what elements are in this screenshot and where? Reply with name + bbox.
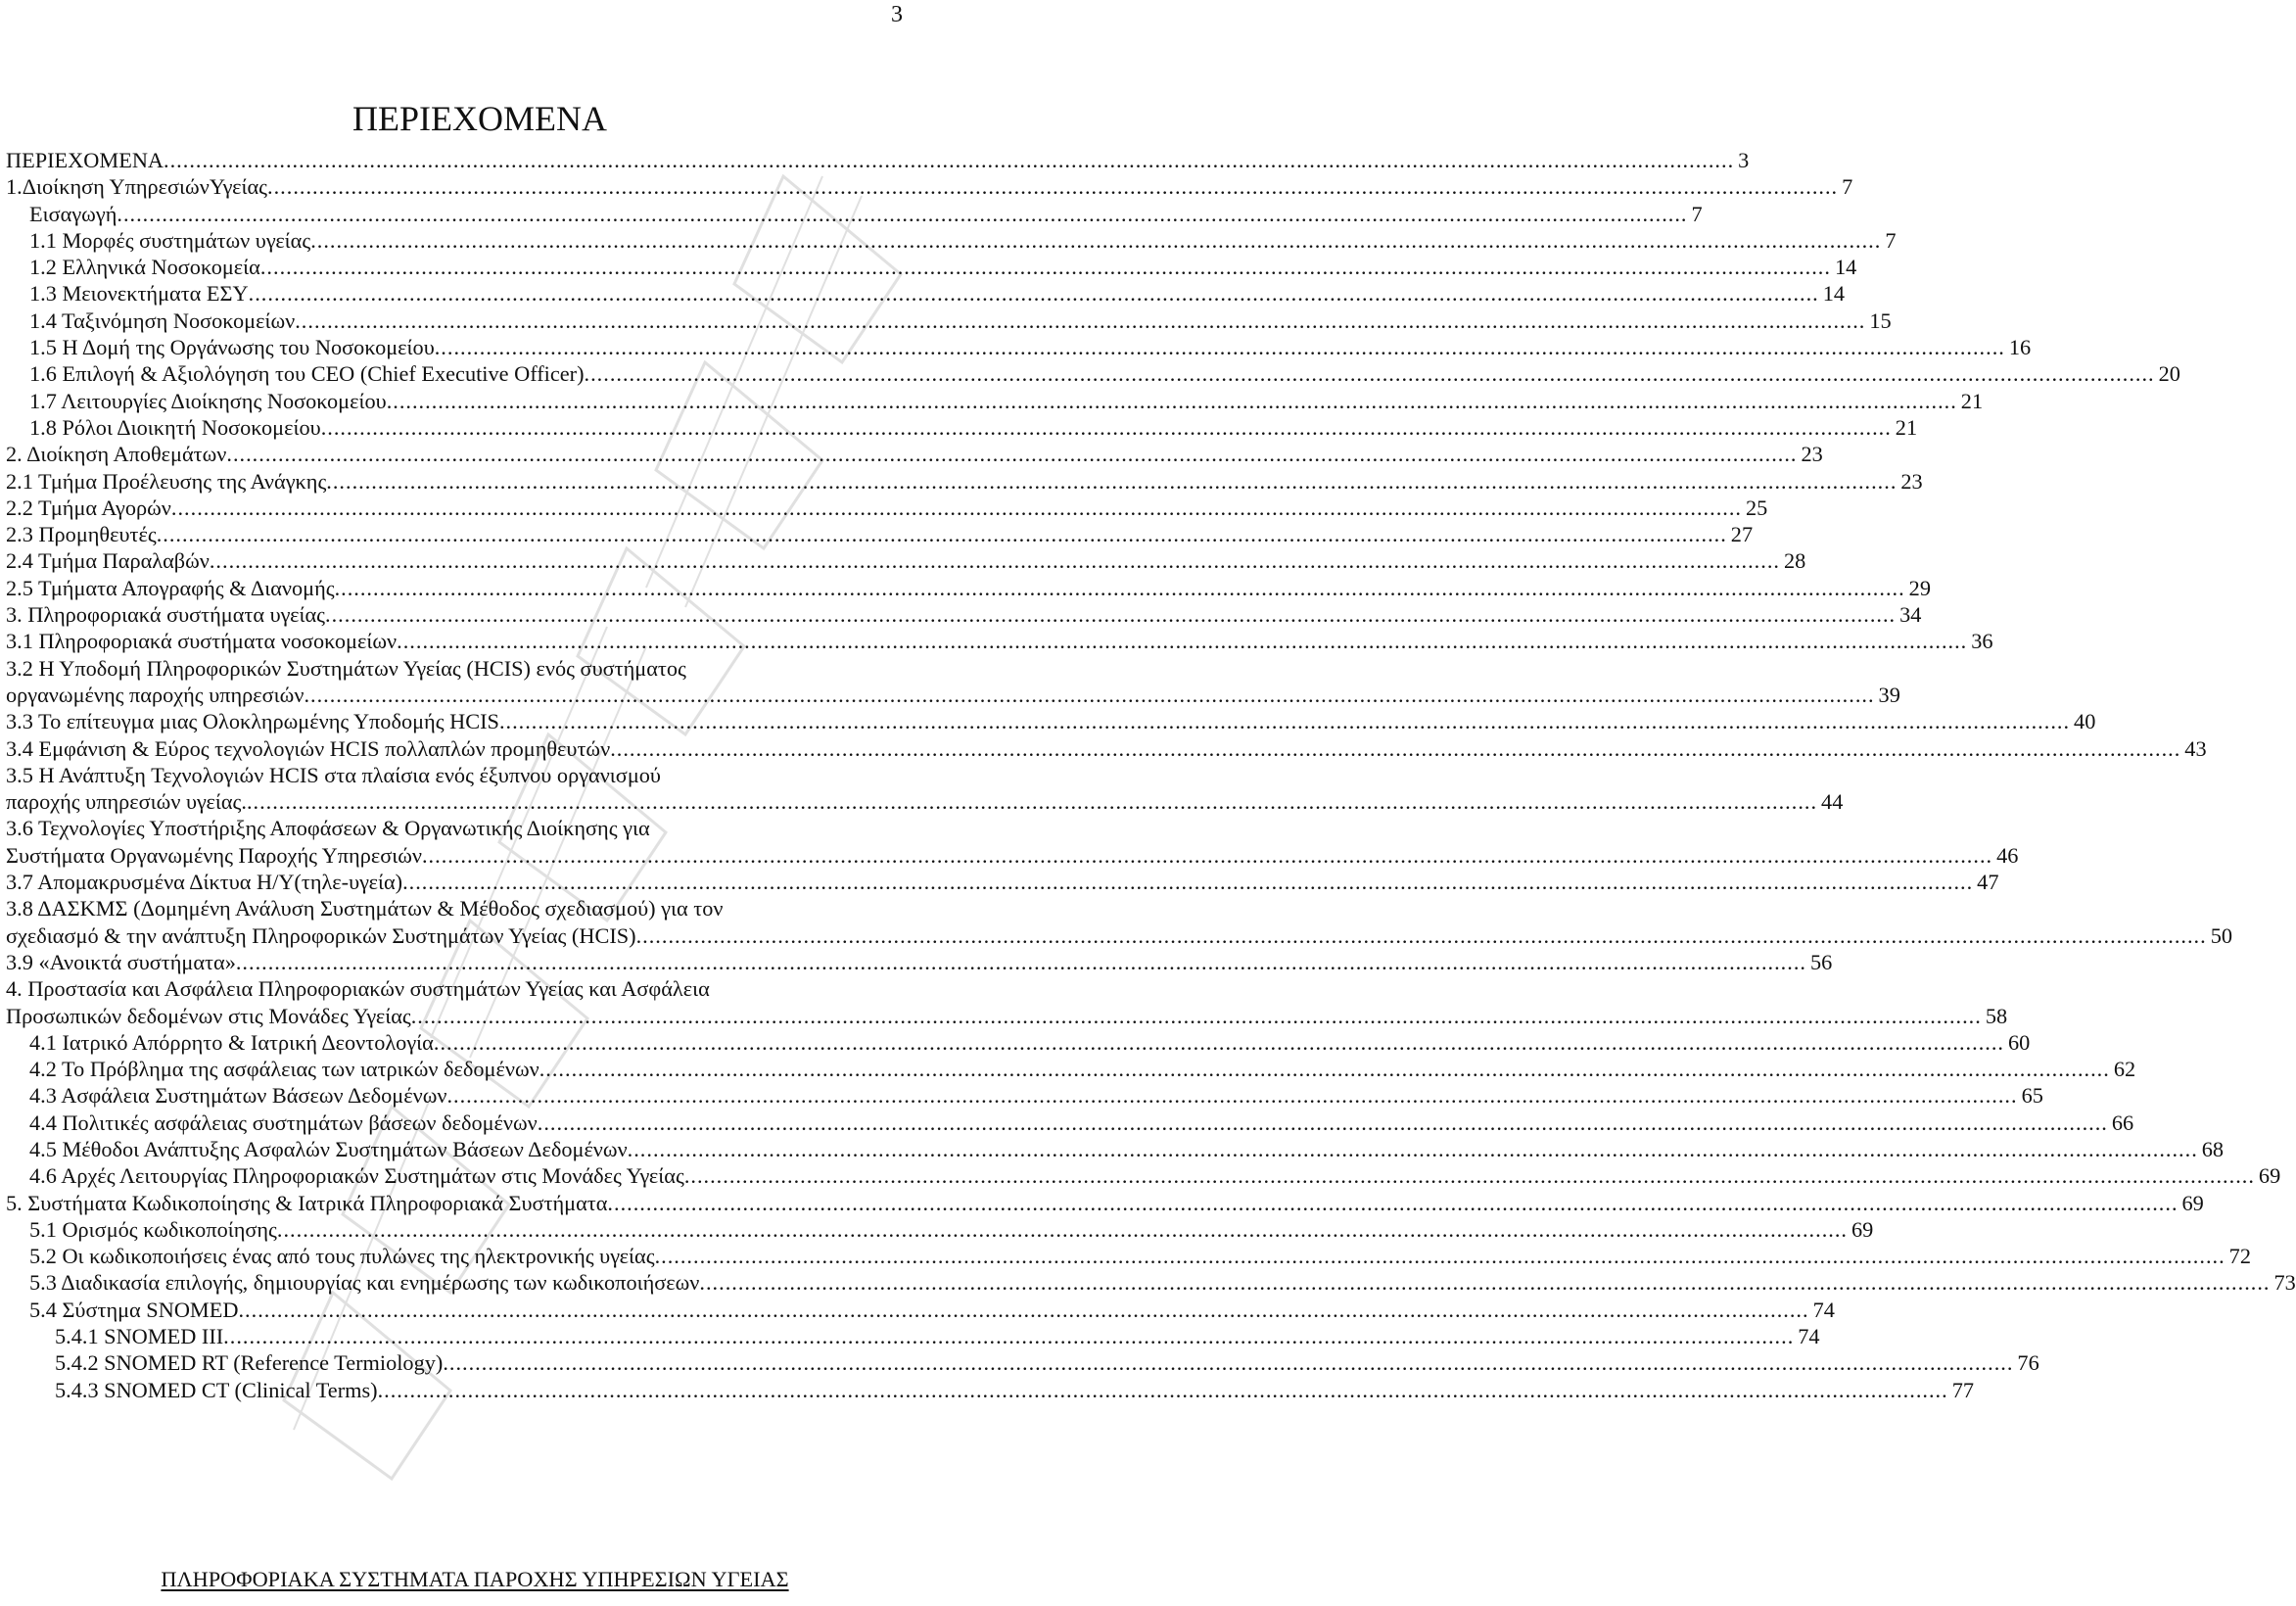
toc-entry[interactable] [6,762,1844,816]
toc-leader-dots [655,1243,2226,1269]
toc-leader-dots [499,708,2070,734]
toc-entry-label-line1: 3.2 Η Υποδομή Πληροφορικών Συστημάτων Υγείας (HCIS) ενός συστήματος [6,655,686,681]
toc-entry[interactable] [6,1377,1974,1403]
toc-leader-dots [636,922,2207,949]
toc-entry-page-number: 47 [1977,870,1999,895]
toc-entry[interactable] [6,254,1857,280]
toc-leader-dots [157,521,1727,547]
toc-entry-label: 4.4 Πολιτικές ασφάλειας συστημάτων βάσεων δεδομένων [29,1110,538,1135]
toc-leader-dots [335,575,1905,601]
toc-entry[interactable] [6,655,1900,709]
toc-entry-label-line1: 3.5 Η Ανάπτυξη Τεχνολογιών HCIS στα πλαίσια ενός έξυπνου οργανισμού [6,762,661,787]
toc-leader-dots [326,468,1897,495]
toc-entry-label: 4.1 Ιατρικό Απόρρητο & Ιατρική Δεοντολογία [29,1029,434,1055]
toc-entry-label: 3.1 Πληροφοριακά συστήματα νοσοκομείων [6,629,398,654]
toc-entry[interactable] [6,468,1923,495]
toc-entry-label: 2.3 Προμηθευτές [6,522,157,547]
toc-leader-dots [443,1349,2013,1376]
toc-entry-page-number: 68 [2201,1136,2225,1161]
toc-entry[interactable] [6,1029,2031,1056]
toc-entry-label: 1.5 Η Δομή της Οργάνωσης του Νοσοκομείου [29,335,435,360]
toc-entry-page-number: 74 [1798,1324,1820,1349]
toc-entry[interactable] [6,1162,2281,1189]
toc-entry-label: 4.6 Αρχές Λειτουργίας Πληροφοριακών Συστημάτων στις Μονάδες Υγείας [29,1163,684,1189]
toc-entry[interactable] [6,1216,1874,1243]
toc-entry-page-number: 65 [2021,1083,2043,1109]
toc-entry-page-number: 27 [1730,522,1754,547]
toc-leader-dots [607,1190,2178,1216]
toc-entry-page-number: 62 [2113,1057,2136,1082]
toc-entry[interactable] [6,307,1892,334]
toc-entry-label: 4.5 Μέθοδοι Ανάπτυξης Ασφαλών Συστημάτων Βάσεων Δεδομένων [29,1136,628,1161]
toc-entry[interactable] [6,173,1853,200]
toc-entry-page-number: 58 [1985,1003,2008,1028]
toc-leader-dots [277,1216,1848,1243]
toc-leader-dots [435,334,2005,360]
toc-entry-label: 3.3 Το επίτευγμα μιας Ολοκληρωμένης Υποδομής HCIS [6,709,499,734]
toc-entry-label: ΠΕΡΙΕΧΟΜΕΝΑ [6,148,164,172]
toc-entry[interactable] [6,575,1931,601]
toc-entry-label: 5.4 Σύστημα SNOMED [29,1297,239,1322]
toc-entry-label: 1.Διοίκηση ΥπηρεσιώνΥγείας [6,174,268,200]
toc-leader-dots [402,869,1973,895]
toc-entry-page-number: 3 [1738,148,1750,172]
toc-entry-page-number: 20 [2158,361,2180,387]
toc-leader-dots [397,628,1967,654]
toc-entry-label: 5.4.3 SNOMED CT (Clinical Terms) [55,1377,378,1402]
toc-leader-dots [267,173,1838,200]
toc-entry[interactable] [6,495,1768,521]
toc-entry-label: Εισαγωγή [29,201,117,226]
toc-entry-label: σχεδιασμό & την ανάπτυξη Πληροφορικών Συστημάτων Υγείας (HCIS) [6,922,636,948]
toc-entry[interactable] [6,147,1750,173]
toc-leader-dots [238,1297,1808,1323]
toc-entry[interactable] [6,735,2207,762]
toc-entry-page-number: 60 [2007,1029,2031,1055]
table-of-contents [6,147,2296,1403]
toc-entry-label: 1.2 Ελληνικά Νοσοκομεία [29,255,260,280]
toc-entry-label: 2.5 Τμήματα Απογραφής & Διανομής [6,575,335,600]
toc-entry-page-number: 46 [1996,842,2019,868]
toc-entry[interactable] [6,1243,2251,1269]
toc-entry[interactable] [6,1349,2039,1376]
toc-entry-page-number: 14 [1822,281,1846,307]
toc-entry-label: 5.4.1 SNOMED III [55,1324,224,1349]
toc-entry[interactable] [6,1323,1820,1349]
toc-entry-label: 3. Πληροφοριακά συστήματα υγείας [6,602,326,628]
toc-leader-dots [164,147,1734,173]
toc-entry-page-number: 69 [1851,1216,1874,1242]
toc-entry-label: 5.4.2 SNOMED RT (Reference Termiology) [55,1350,444,1376]
toc-entry[interactable] [6,1110,2134,1136]
toc-entry-label: 3.7 Απομακρυσμένα Δίκτυα Η/Υ(τηλε-υγεία) [6,870,403,895]
toc-entry[interactable] [6,547,1806,574]
toc-entry-page-number: 69 [2181,1190,2204,1215]
toc-entry[interactable] [6,441,1823,467]
toc-leader-dots [310,227,1881,254]
toc-leader-dots [628,1136,2198,1162]
toc-entry[interactable] [6,628,1993,654]
toc-entry-page-number: 43 [2184,735,2207,761]
page-number: 3 [891,2,903,27]
toc-entry-page-number: 25 [1746,495,1768,520]
toc-leader-dots [210,547,1780,574]
toc-entry-label: Προσωπικών δεδομένων στις Μονάδες Υγείας [6,1003,411,1028]
toc-entry[interactable] [6,1190,2204,1216]
toc-entry-page-number: 36 [1971,629,1993,654]
toc-entry[interactable] [6,708,2096,734]
toc-leader-dots [538,1110,2108,1136]
toc-leader-dots [699,1269,2270,1296]
toc-entry-label: 2.2 Τμήμα Αγορών [6,495,171,520]
toc-entry-label: 1.8 Ρόλοι Διοικητή Νοσοκομείου [29,414,321,440]
toc-entry-page-number: 69 [2258,1163,2281,1189]
toc-entry-label-line1: 3.8 ΔΑΣΚΜΣ (Δομημένη Ανάλυση Συστημάτων & Μέθοδος σχεδιασμού) για τον [6,896,724,921]
toc-leader-dots [223,1323,1794,1349]
toc-leader-dots [321,414,1892,441]
toc-entry[interactable] [6,334,2032,360]
toc-leader-dots [260,254,1831,280]
toc-entry[interactable] [6,360,2180,387]
toc-entry-page-number: 40 [2074,709,2096,734]
toc-entry[interactable] [6,280,1846,307]
toc-entry[interactable] [6,869,1999,895]
toc-entry-label: 1.6 Επιλογή & Αξιολόγηση του CEO (Chief Executive Officer) [29,361,585,387]
toc-leader-dots [387,388,1957,414]
toc-entry-page-number: 7 [1842,174,1853,200]
toc-leader-dots [249,280,1819,307]
toc-title: ΠΕΡΙΕΧΟΜΕΝΑ [352,99,607,138]
toc-entry-page-number: 74 [1812,1297,1835,1322]
toc-entry-label: 3.4 Εμφάνιση & Εύρος τεχνολογιών HCIS πολλαπλών προμηθευτών [6,735,611,761]
toc-entry-label: 1.4 Ταξινόμηση Νοσοκομείων [29,307,296,333]
toc-entry-page-number: 16 [2008,335,2032,360]
toc-entry[interactable] [6,1082,2043,1109]
toc-entry-page-number: 23 [1801,442,1823,467]
toc-leader-dots [117,201,1687,227]
toc-entry-page-number: 23 [1900,468,1923,494]
toc-leader-dots [585,360,2155,387]
toc-entry-page-number: 21 [1960,388,1984,413]
toc-entry[interactable] [6,388,1984,414]
toc-entry-label: 3.9 «Ανοικτά συστήματα» [6,949,236,974]
toc-entry-label: Συστήματα Οργανωμένης Παροχής Υπηρεσιών [6,842,422,868]
toc-entry-page-number: 72 [2228,1244,2251,1269]
toc-entry[interactable] [6,949,1833,975]
toc-entry[interactable] [6,1269,2296,1296]
toc-leader-dots [247,788,1817,815]
toc-entry-label: οργανωμένης παροχής υπηρεσιών [6,682,305,707]
toc-entry-label: 2.4 Τμήμα Παραλαβών [6,548,210,574]
toc-entry-page-number: 66 [2111,1110,2134,1135]
toc-entry[interactable] [6,521,1754,547]
toc-leader-dots [304,682,1874,708]
toc-leader-dots [539,1056,2110,1082]
toc-entry-label-line1: 3.6 Τεχνολογίες Υποστήριξης Αποφάσεων & Οργανωτικής Διοίκησης για [6,816,650,841]
toc-entry-label: 5.1 Ορισμός κωδικοποίησης [29,1216,277,1242]
toc-entry-page-number: 34 [1899,602,1922,628]
toc-entry[interactable] [6,975,2008,1029]
toc-leader-dots [171,495,1742,521]
toc-entry[interactable] [6,1297,1835,1323]
toc-entry-page-number: 7 [1885,227,1897,253]
toc-entry[interactable] [6,1136,2225,1162]
toc-entry-label: 1.1 Μορφές συστημάτων υγείας [29,227,311,253]
toc-entry-label: 1.7 Λειτουργίες Διοίκησης Νοσοκομείου [29,388,387,413]
toc-entry-label: 1.3 Μειονεκτήματα ΕΣΥ [29,281,249,307]
toc-entry-label: 5.2 Οι κωδικοποιήσεις ένας από τους πυλώνες της ηλεκτρονικής υγείας [29,1244,655,1269]
toc-entry-label: παροχής υπηρεσιών υγείας. [6,789,247,815]
toc-entry-label: 4.3 Ασφάλεια Συστημάτων Βάσεων Δεδομένων [29,1083,447,1109]
toc-entry-page-number: 56 [1809,949,1833,974]
toc-leader-dots [610,735,2180,762]
toc-entry-label: 5.3 Διαδικασία επιλογής, δημιουργίας και ενημέρωσης των κωδικοποιήσεων [29,1270,700,1296]
toc-entry-label: 2. Διοίκηση Αποθεμάτων [6,442,227,467]
toc-leader-dots [378,1377,1948,1403]
toc-entry-page-number: 29 [1908,575,1931,600]
toc-entry-page-number: 21 [1895,414,1918,440]
toc-entry[interactable] [6,895,2232,949]
toc-entry-label: 4.2 Το Πρόβλημα της ασφάλειας των ιατρικών δεδομένων [29,1057,539,1082]
toc-entry-label-line1: 4. Προστασία και Ασφάλεια Πληροφοριακών συστημάτων Υγείας και Ασφάλεια [6,976,710,1002]
toc-leader-dots [226,441,1797,467]
page-footer: ΠΛΗΡΟΦΟΡΙΑΚΑ ΣΥΣΤΗΜΑΤΑ ΠΑΡΟΧΗΣ ΥΠΗΡΕΣΙΩΝ ΥΓΕΙΑΣ [161,1567,789,1591]
toc-entry[interactable] [6,601,1922,628]
toc-leader-dots [434,1029,2004,1056]
toc-entry-page-number: 50 [2210,922,2232,948]
toc-entry-label: 2.1 Τμήμα Προέλευσης της Ανάγκης [6,468,327,494]
toc-entry-page-number: 14 [1834,255,1857,280]
toc-entry-page-number: 44 [1821,789,1844,815]
toc-leader-dots [325,601,1896,628]
toc-entry-page-number: 73 [2273,1270,2296,1296]
toc-leader-dots [236,949,1806,975]
toc-leader-dots [295,307,1865,334]
toc-entry-page-number: 76 [2017,1350,2039,1376]
toc-entry-page-number: 7 [1691,201,1703,226]
toc-entry-page-number: 28 [1783,548,1806,574]
toc-leader-dots [684,1162,2255,1189]
toc-leader-dots [446,1082,2017,1109]
toc-entry-page-number: 15 [1869,307,1892,333]
toc-entry[interactable] [6,227,1897,254]
toc-entry[interactable] [6,815,2019,869]
toc-entry-page-number: 77 [1951,1377,1974,1402]
toc-entry[interactable] [6,414,1918,441]
toc-entry-page-number: 39 [1878,682,1900,707]
toc-leader-dots [422,842,1992,869]
toc-entry-label: 5. Συστήματα Κωδικοποίησης & Ιατρικά Πληροφοριακά Συστήματα [6,1190,608,1215]
toc-entry[interactable] [6,1056,2136,1082]
toc-leader-dots [411,1003,1982,1029]
toc-entry[interactable] [6,201,1703,227]
